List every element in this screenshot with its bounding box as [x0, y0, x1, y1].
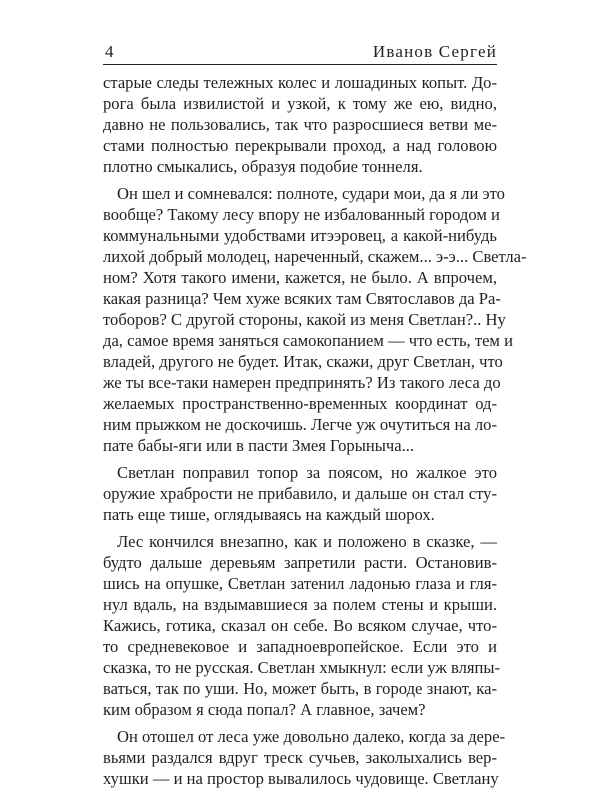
text-line: нул вдаль, на вздымавшиеся за полем стены и крыши. — [103, 595, 497, 614]
text-line: ваться, так по уши. Но, может быть, в городе знают, ка- — [103, 679, 497, 698]
text-line: Лес кончился внезапно, как и положено в сказке, — — [117, 532, 497, 551]
text-line: какая разница? Чем хуже всяких там Святославов да Ра- — [103, 289, 501, 308]
running-header — [103, 38, 497, 62]
text-line: ким образом я сюда попал? А главное, зачем? — [103, 700, 426, 719]
body-text — [103, 72, 527, 789]
running-title-author: Иванов Сергей — [372, 42, 497, 61]
text-line: владей, другого не будет. Итак, скажи, друг Светлан, что — [103, 352, 503, 371]
text-line: ном? Хотя такого имени, кажется, не было. А впрочем, — [103, 268, 497, 287]
text-line: ним прыжком не доскочишь. Легче уж очутиться на ло- — [103, 415, 497, 434]
text-line: Кажись, готика, сказал он себе. Во всяком случае, что- — [103, 616, 497, 635]
text-line: оружие храбрости не прибавило, и дальше он стал сту- — [103, 484, 497, 503]
text-line: старые следы тележных колес и лошадиных копыт. До- — [103, 73, 497, 92]
text-line: желаемых пространственно-временных координат од- — [103, 394, 497, 413]
text-line: Светлан поправил топор за поясом, но жалкое это — [117, 463, 497, 482]
text-line: да, самое время заняться самокопанием — что есть, тем и — [103, 331, 513, 350]
header-rule — [103, 64, 497, 65]
text-line: Он отошел от леса уже довольно далеко, когда за дере- — [117, 727, 506, 746]
text-line: хушки — и на простор вывалилось чудовище. Светлану — [103, 769, 499, 788]
text-line: вообще? Такому лесу впору не избалованный городом и — [103, 205, 500, 224]
text-line: рога была извилистой и узкой, к тому же ею, видно, — [103, 94, 497, 113]
page-number: 4 — [105, 42, 114, 61]
text-line: пате бабы-яги или в пасти Змея Горыныча... — [103, 436, 415, 455]
text-line: лихой добрый молодец, нареченный, скажем... э-э... Светла- — [103, 247, 527, 266]
text-line: шись на опушке, Светлан затенил ладонью глаза и гля- — [103, 574, 497, 593]
text-line: плотно смыкались, образуя подобие тоннеля. — [103, 157, 423, 176]
text-line: коммунальными удобствами итээровец, а какой-нибудь — [103, 226, 497, 245]
text-line: вьями раздался вдруг треск сучьев, заколыхались вер- — [103, 748, 497, 767]
text-line: тоборов? С другой стороны, какой из меня Светлан?.. Ну — [103, 310, 506, 329]
text-line: будто дальше деревьям запретили расти. Остановив- — [103, 553, 497, 572]
text-line: пать еще тише, оглядываясь на каждый шорох. — [103, 505, 435, 524]
text-line: Он шел и сомневался: полноте, судари мои, да я ли это — [117, 184, 505, 203]
text-line: давно не пользовались, так что разросшиеся ветви ме- — [103, 115, 497, 134]
text-line: то средневековое и западноевропейское. Если это и — [103, 637, 497, 656]
text-line: стами полностью перекрывали проход, а над головою — [103, 136, 497, 155]
text-line: же ты все-таки намерен предпринять? Из такого леса до — [103, 373, 501, 392]
text-line: сказка, то не русская. Светлан хмыкнул: если уж вляпы- — [103, 658, 501, 677]
